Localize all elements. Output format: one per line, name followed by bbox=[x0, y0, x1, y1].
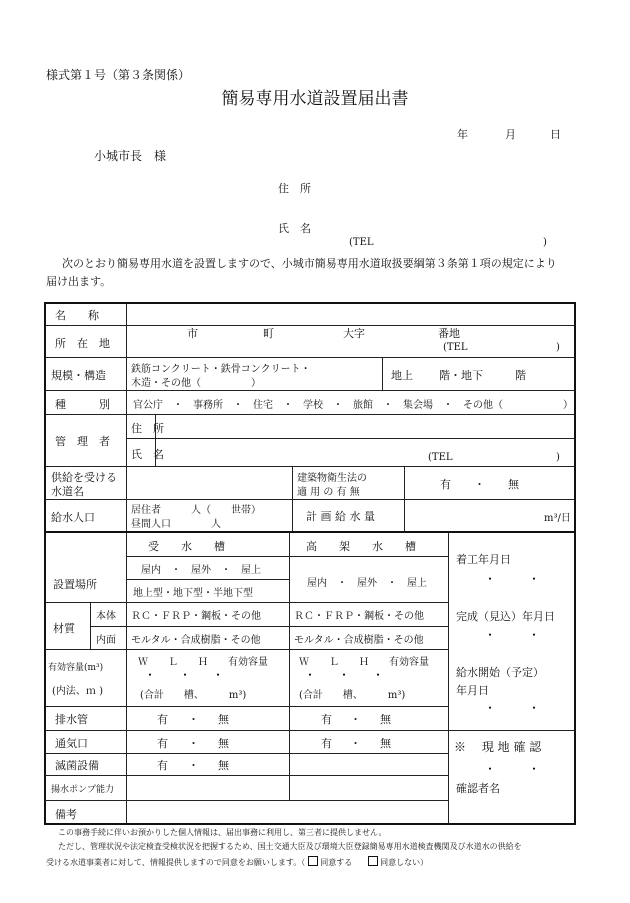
steril-receiving-no[interactable]: 無 bbox=[218, 759, 229, 772]
rule bbox=[448, 533, 449, 823]
disagree-checkbox[interactable] bbox=[368, 856, 378, 866]
structure-line-2[interactable]: 木造・その他（ ） bbox=[131, 378, 261, 389]
drain-elevated-no[interactable]: 無 bbox=[380, 713, 391, 726]
rule bbox=[126, 438, 575, 439]
building-law-1: 建築物衛生法の bbox=[297, 473, 367, 484]
inner-label: 内面 bbox=[96, 635, 116, 646]
rule bbox=[292, 466, 293, 531]
intro-line-2: 届け出ます。 bbox=[46, 275, 112, 288]
building-law-no[interactable]: 無 bbox=[508, 478, 519, 491]
supply-name-field[interactable] bbox=[130, 469, 288, 496]
site-confirmation-dot: ・ bbox=[484, 762, 497, 776]
receiving-total[interactable]: (合計 槽、 m³) bbox=[140, 690, 247, 701]
rule bbox=[45, 357, 575, 358]
capacity-sub-label: (内法、ｍ ) bbox=[52, 686, 103, 697]
privacy-note-3-text: 受ける水道事業者に対して、情報提供しますので同意をお願いします。（ bbox=[46, 858, 306, 867]
construction-start-label: 着工年月日 bbox=[456, 553, 511, 566]
install-location-label: 設置場所 bbox=[53, 578, 97, 591]
steril-receiving-dot: ・ bbox=[188, 759, 199, 772]
manager-tel-close: ) bbox=[556, 452, 560, 463]
agree-checkbox[interactable] bbox=[308, 856, 318, 866]
notes-label: 備考 bbox=[55, 808, 77, 821]
population-label: 給水人口 bbox=[51, 511, 95, 524]
location-tel-open: (TEL bbox=[443, 342, 468, 353]
intro-line-1: 次のとおり簡易専用水道を設置しますので、小城市簡易専用水道取扱要綱第３条第１項の規定により bbox=[62, 257, 557, 270]
date-year: 年 bbox=[457, 128, 468, 141]
supply-label-2: 水道名 bbox=[51, 485, 84, 498]
name-field[interactable] bbox=[130, 306, 570, 323]
rule bbox=[45, 775, 448, 776]
vent-receiving-dot: ・ bbox=[188, 737, 199, 750]
construction-start-dot: ・ bbox=[528, 572, 541, 586]
receiving-inner-options[interactable]: モルタル・合成樹脂・その他 bbox=[131, 635, 261, 646]
rule bbox=[45, 414, 575, 415]
vent-label: 通気口 bbox=[55, 737, 88, 750]
elevated-dim-dot: ・ bbox=[304, 668, 317, 682]
sterilization-label: 滅菌設備 bbox=[55, 759, 99, 772]
date-day: 日 bbox=[550, 128, 561, 141]
elevated-body-options[interactable]: ＲＣ・ＦＲＰ・鋼板・その他 bbox=[294, 611, 424, 622]
confirmer-label: 確認者名 bbox=[456, 782, 500, 795]
steril-receiving-yes[interactable]: 有 bbox=[157, 759, 168, 772]
type-label: 種 別 bbox=[55, 398, 110, 411]
elevated-indoor-outdoor[interactable]: 屋内 ・ 屋外 ・ 屋上 bbox=[307, 578, 427, 589]
elevated-tank-header: 高 架 水 槽 bbox=[306, 540, 416, 553]
rule bbox=[45, 531, 575, 533]
banchi-label: 番地 bbox=[438, 327, 460, 340]
rule bbox=[126, 579, 289, 580]
applicant-name-label: 氏 名 bbox=[278, 222, 311, 235]
elevated-dims: Ｗ Ｌ Ｈ 有効容量 bbox=[299, 657, 429, 668]
rule bbox=[45, 706, 448, 707]
drain-receiving-yes[interactable]: 有 bbox=[157, 713, 168, 726]
manager-name-field[interactable] bbox=[160, 441, 420, 463]
location-field[interactable] bbox=[130, 327, 570, 355]
town-label: 町 bbox=[263, 327, 274, 340]
manager-tel-open: (TEL bbox=[428, 452, 453, 463]
rule bbox=[126, 556, 448, 557]
manager-address-label: 住 所 bbox=[131, 422, 164, 435]
site-confirmation-dot: ・ bbox=[528, 762, 541, 776]
rule bbox=[289, 533, 290, 801]
vent-receiving-no[interactable]: 無 bbox=[218, 737, 229, 750]
scale-label: 規模・構造 bbox=[51, 369, 106, 382]
material-label: 材質 bbox=[53, 622, 75, 635]
elevated-dim-dot: ・ bbox=[338, 668, 351, 682]
rule bbox=[45, 730, 575, 731]
location-label: 所 在 地 bbox=[55, 337, 110, 350]
date-month: 月 bbox=[505, 128, 516, 141]
residents[interactable]: 居住者 人（ 世帯） bbox=[131, 505, 261, 516]
structure-line-1[interactable]: 鉄筋コンクリート・鉄骨コンクリート・ bbox=[131, 364, 311, 375]
elevated-inner-options[interactable]: モルタル・合成樹脂・その他 bbox=[294, 635, 424, 646]
vent-elevated-no[interactable]: 無 bbox=[380, 737, 391, 750]
type-options[interactable]: 官公庁 ・ 事務所 ・ 住宅 ・ 学校 ・ 旅館 ・ 集会場 ・ その他（ ） bbox=[133, 400, 573, 411]
drain-label: 排水管 bbox=[55, 713, 88, 726]
elevated-dim-dot: ・ bbox=[372, 668, 385, 682]
floors-end: 階 bbox=[515, 369, 526, 382]
rule bbox=[45, 499, 575, 500]
receiving-dim-dot: ・ bbox=[212, 668, 225, 682]
pump-field[interactable] bbox=[130, 778, 285, 798]
rule bbox=[45, 649, 448, 650]
manager-label: 管 理 者 bbox=[55, 435, 110, 448]
rule bbox=[382, 357, 383, 390]
receiving-dim-dot: ・ bbox=[144, 668, 157, 682]
drain-elevated-yes[interactable]: 有 bbox=[321, 713, 332, 726]
privacy-note-3 bbox=[46, 856, 428, 868]
rule bbox=[45, 753, 448, 754]
receiving-indoor-outdoor[interactable]: 屋内 ・ 屋外 ・ 屋上 bbox=[141, 565, 261, 576]
vent-receiving-yes[interactable]: 有 bbox=[157, 737, 168, 750]
agree-label: 同意する bbox=[320, 858, 353, 867]
site-confirmation: ※ 現 地 確 認 bbox=[454, 740, 542, 754]
planned-supply-unit: m³/日 bbox=[544, 513, 571, 524]
drain-elevated-dot: ・ bbox=[350, 713, 361, 726]
vent-elevated-dot: ・ bbox=[350, 737, 361, 750]
applicant-address-label: 住 所 bbox=[278, 182, 311, 195]
rule bbox=[45, 325, 575, 326]
manager-address-field[interactable] bbox=[160, 417, 570, 436]
supply-start-label-1: 給水開始（予定） bbox=[456, 666, 544, 679]
daytime-population[interactable]: 昼間人口 人 bbox=[131, 519, 221, 530]
manager-name-label: 氏 名 bbox=[131, 448, 164, 461]
rule bbox=[45, 390, 575, 391]
supply-label-1: 供給を受ける bbox=[51, 471, 117, 484]
name-label: 名 称 bbox=[55, 309, 99, 322]
drain-receiving-no[interactable]: 無 bbox=[218, 713, 229, 726]
rule bbox=[45, 800, 448, 801]
disagree-label: 同意しない） bbox=[380, 858, 429, 867]
building-law-yes[interactable]: 有 bbox=[440, 478, 451, 491]
rule bbox=[90, 626, 448, 627]
form-number: 様式第１号（第３条関係） bbox=[46, 68, 191, 82]
rule bbox=[45, 602, 448, 603]
supply-start-dot: ・ bbox=[484, 701, 497, 715]
applicant-tel-close: ) bbox=[543, 237, 547, 248]
vent-elevated-yes[interactable]: 有 bbox=[321, 737, 332, 750]
completion-label: 完成（見込）年月日 bbox=[456, 610, 555, 623]
receiving-tank-header: 受 水 槽 bbox=[148, 540, 225, 553]
location-tel-close: ) bbox=[556, 342, 560, 353]
floors-mid: 階・地下 bbox=[439, 369, 483, 382]
city-label: 市 bbox=[187, 327, 198, 340]
completion-dot: ・ bbox=[484, 628, 497, 642]
rule bbox=[404, 499, 405, 531]
floors-above: 地上 bbox=[391, 369, 413, 382]
rule bbox=[404, 466, 405, 499]
privacy-note-2: ただし、管理状況や法定検査受検状況を把握するため、国土交通大臣及び環境大臣登録簡易専用水道検査機関及び水道水の供給を bbox=[58, 842, 522, 851]
capacity-label: 有効容量(m³) bbox=[48, 663, 104, 673]
body-label: 本体 bbox=[96, 611, 116, 622]
receiving-ground-types[interactable]: 地上型・地下型・半地下型 bbox=[133, 588, 253, 599]
rule bbox=[45, 466, 575, 467]
building-law-dot: ・ bbox=[474, 478, 485, 491]
addressee: 小城市長 様 bbox=[94, 149, 167, 163]
oaza-label: 大字 bbox=[343, 327, 365, 340]
elevated-total[interactable]: (合計 槽、 m³) bbox=[299, 690, 406, 701]
rule bbox=[126, 533, 127, 823]
planned-supply-field[interactable] bbox=[410, 503, 540, 527]
planned-supply-label: 計 画 給 水 量 bbox=[306, 510, 375, 523]
applicant-tel-open: (TEL bbox=[349, 237, 374, 248]
drain-receiving-dot: ・ bbox=[188, 713, 199, 726]
building-law-2: 適 用 の 有 無 bbox=[297, 487, 360, 498]
receiving-dims: Ｗ Ｌ Ｈ 有効容量 bbox=[138, 657, 268, 668]
supply-start-dot: ・ bbox=[528, 701, 541, 715]
notes-field[interactable] bbox=[130, 803, 445, 821]
pump-label: 揚水ポンプ能力 bbox=[51, 785, 115, 795]
receiving-body-options[interactable]: ＲＣ・ＦＲＰ・鋼板・その他 bbox=[131, 611, 261, 622]
page-title: 簡易専用水道設置届出書 bbox=[221, 89, 409, 109]
completion-dot: ・ bbox=[528, 628, 541, 642]
receiving-dim-dot: ・ bbox=[179, 668, 192, 682]
rule bbox=[126, 304, 127, 531]
privacy-note-1: この事務手続に伴いお預かりした個人情報は、届出事務に利用し、第三者に提供しません。 bbox=[58, 828, 387, 837]
construction-start-dot: ・ bbox=[484, 572, 497, 586]
supply-start-label-2: 年月日 bbox=[456, 684, 489, 697]
